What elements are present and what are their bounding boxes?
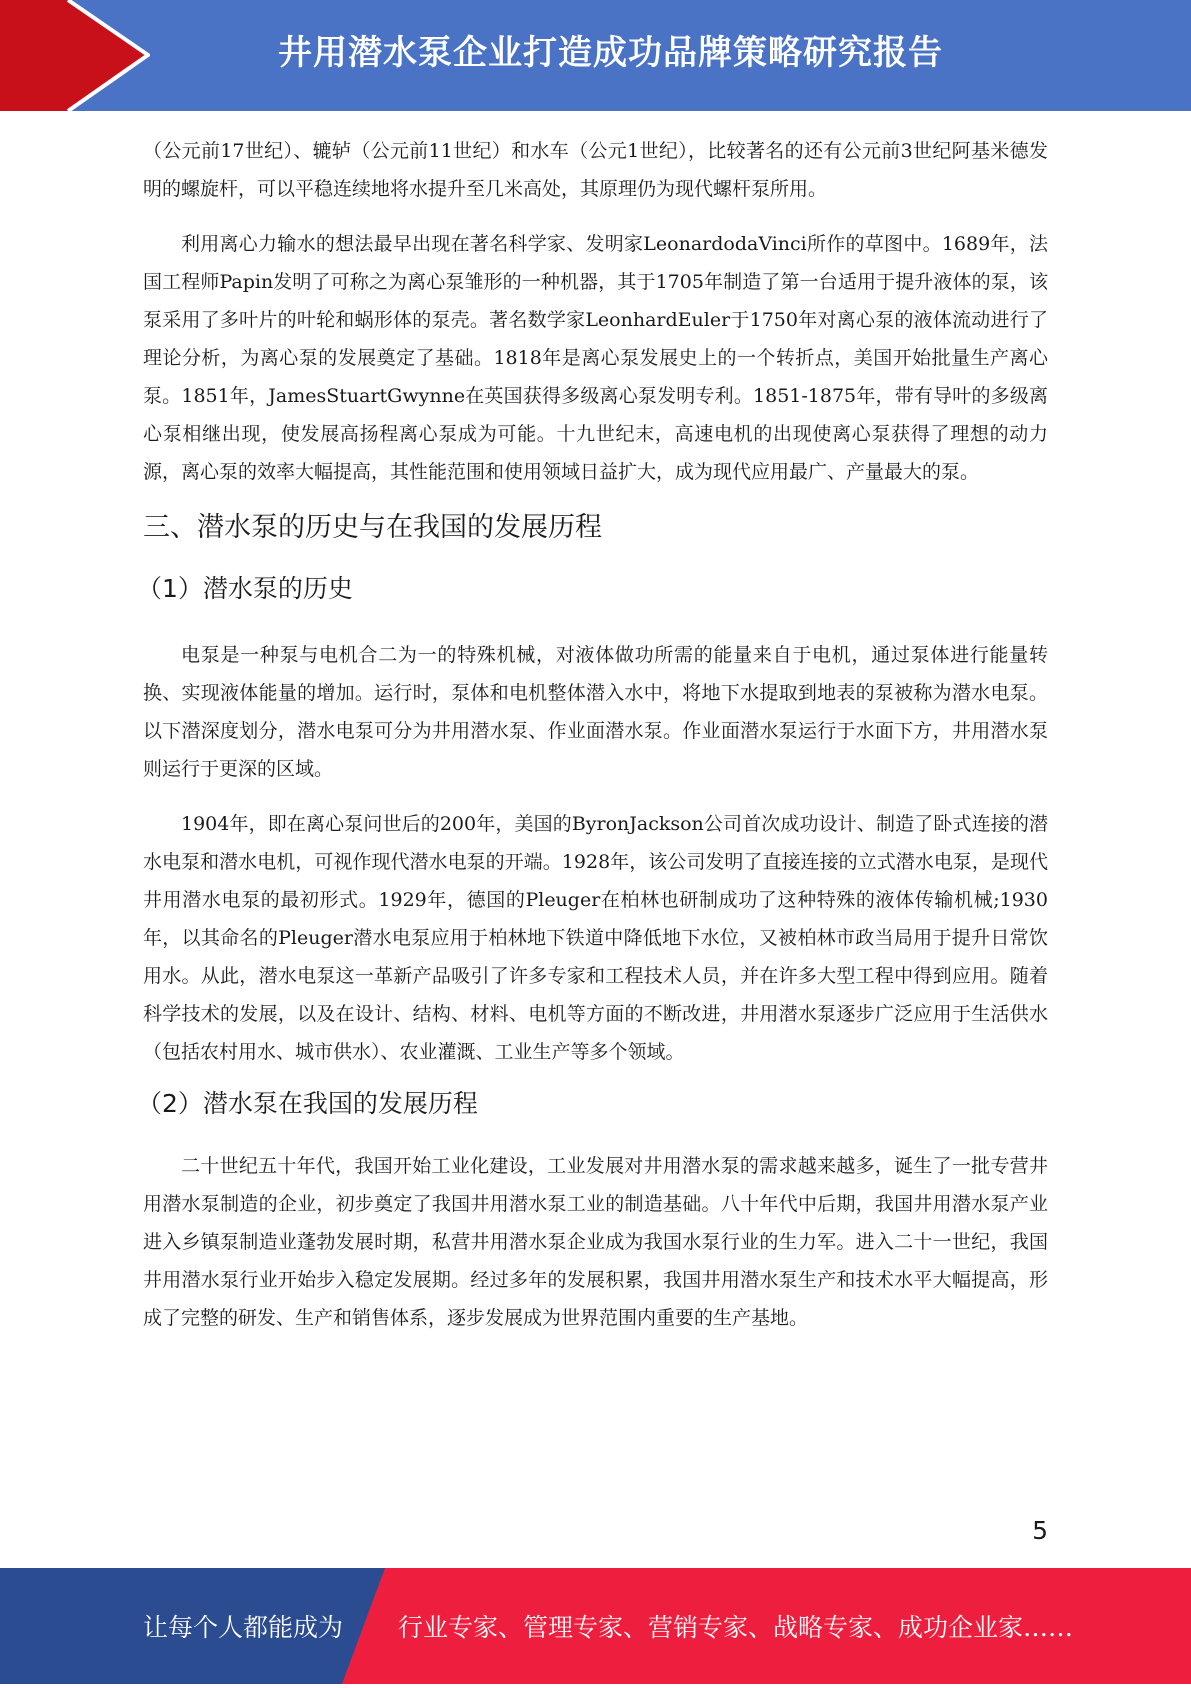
footer-slogan-left: 让每个人都能成为 (143, 1613, 344, 1642)
subsection-1-heading: （1）潜水泵的历史 (137, 574, 353, 603)
paragraph-1: （公元前17世纪）、辘轳（公元前11世纪）和水车（公元1世纪），比较著名的还有公元前3世纪阿基米德发明的螺旋杆，可以平稳连续地将水提升至几米高处，其原理仍为现代螺杆泵所用。 (143, 140, 1048, 200)
page-content (137, 132, 1048, 1337)
page-number: 5 (1032, 1516, 1048, 1545)
paragraph-5: 二十世纪五十年代，我国开始工业化建设，工业发展对井用潜水泵的需求越来越多，诞生了一批专营井用潜水泵制造的企业，初步奠定了我国井用潜水泵工业的制造基础。八十年代中后期，我国井用潜水泵产业进入乡镇泵制造业蓬勃发展时期，私营井用潜水泵企业成为我国水泵行业的生力军。进入二十一世纪，我国井用潜水泵行业开始步入稳定发展期。经过多年的发展积累，我国井用潜水泵生产和技术水平大幅提高，形成了完整的研发、生产和销售体系，逐步发展成为世界范围内重要的生产基地。 (143, 1155, 1048, 1329)
paragraph-2: 利用离心力输水的想法最早出现在著名科学家、发明家LeonardodaVinci所作的草图中。1689年，法国工程师Papin发明了可称之为离心泵雏形的一种机器，其于1705年制造了第一台适用于提升液体的泵，该泵采用了多叶片的叶轮和蜗形体的泵壳。著名数学家LeonhardEuler于1750年对离心泵的液体流动进行了理论分析，为离心泵的发展奠定了基础。1818年是离心泵发展史上的一个转折点，美国开始批量生产离心泵。1851年，JamesStuartGwynne在英国获得多级离心泵发明专利。1851-1875年，带有导叶的多级离心泵相继出现，使发展高扬程离心泵成为可能。十九世纪末，高速电机的出现使离心泵获得了理想的动力源，离心泵的效率大幅提高，其性能范围和使用领域日益扩大，成为现代应用最广、产量最大的泵。 (143, 233, 1048, 483)
subsection-2-heading: （2）潜水泵在我国的发展历程 (137, 1089, 478, 1118)
paragraph-4: 1904年，即在离心泵问世后的200年，美国的ByronJackson公司首次成功设计、制造了卧式连接的潜水电泵和潜水电机，可视作现代潜水电泵的开端。1928年，该公司发明了直接连接的立式潜水电泵，是现代井用潜水电泵的最初形式。1929年，德国的Pleuger在柏林也研制成功了这种特殊的液体传输机械;1930年，以其命名的Pleuger潜水电泵应用于柏林地下铁道中降低地下水位，又被柏林市政当局用于提升日常饮用水。从此，潜水电泵这一革新产品吸引了许多专家和工程技术人员，并在许多大型工程中得到应用。随着科学技术的发展，以及在设计、结构、材料、电机等方面的不断改进，井用潜水泵逐步广泛应用于生活供水（包括农村用水、城市供水）、农业灌溉、工业生产等多个领域。 (143, 813, 1048, 1063)
paragraph-3: 电泵是一种泵与电机合二为一的特殊机械，对液体做功所需的能量来自于电机，通过泵体进行能量转换、实现液体能量的增加。运行时，泵体和电机整体潜入水中，将地下水提取到地表的泵被称为潜水电泵。以下潜深度划分，潜水电泵可分为井用潜水泵、作业面潜水泵。作业面潜水泵运行于水面下方，井用潜水泵则运行于更深的区域。 (143, 644, 1048, 780)
section-3-heading: 三、潜水泵的历史与在我国的发展历程 (143, 512, 602, 543)
report-title: 井用潜水泵企业打造成功品牌策略研究报告 (278, 33, 943, 73)
header-chevron-icon (0, 0, 150, 111)
footer-slogan-right: 行业专家、管理专家、营销专家、战略专家、成功企业家…… (398, 1613, 1074, 1642)
page-footer (0, 1568, 1191, 1684)
page-header (0, 0, 1191, 111)
